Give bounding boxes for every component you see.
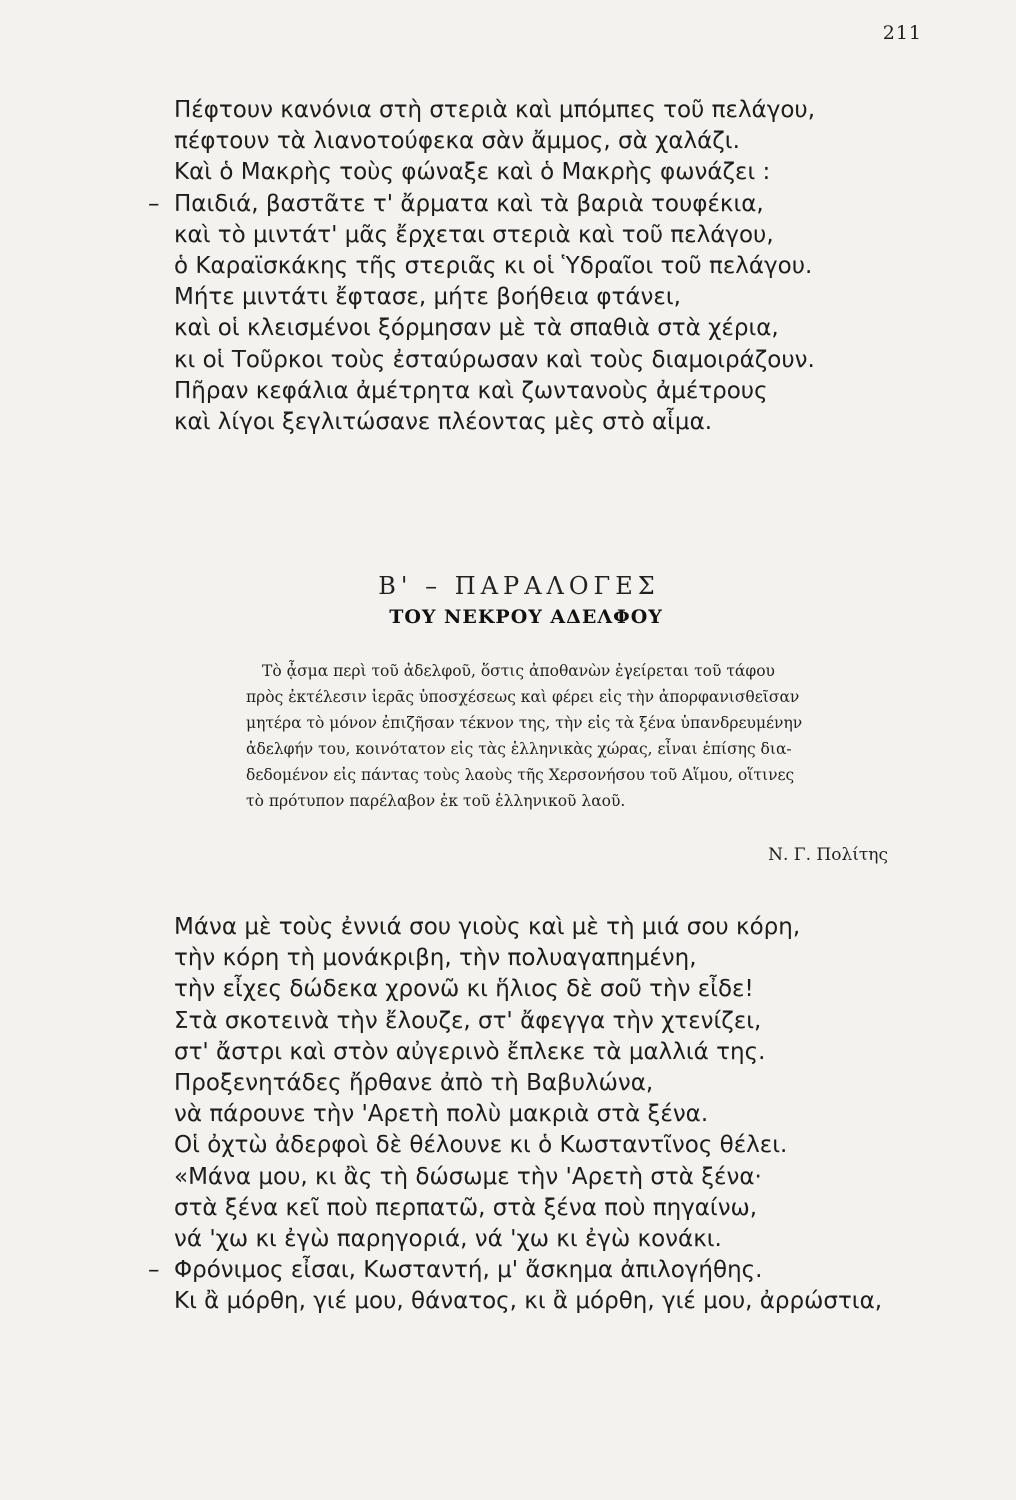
verse-line-dialogue: – Φρόνιμος εἶσαι, Κωσταντή, μ' ἄσκημα ἀπιλογήθης. bbox=[148, 1255, 882, 1286]
verse-line: Καὶ ὁ Μακρὴς τοὺς φώναξε καὶ ὁ Μακρὴς φωνάζει : bbox=[174, 159, 771, 186]
poem-top-stanza bbox=[148, 95, 816, 438]
verse-line: Κι ἂ μόρθη, γιέ μου, θάνατος, κι ἂ μόρθη, γιέ μου, ἀρρώστια, bbox=[174, 1288, 883, 1315]
note-line: ἀδελφήν του, κοινότατον εἰς τὰς ἑλληνικὰς χώρας, εἶναι ἐπίσης δια- bbox=[246, 740, 792, 758]
dialogue-dash: – bbox=[148, 190, 160, 217]
verse-line: Στὰ σκοτεινὰ τὴν ἔλουζε, στ' ἄφεγγα τὴν χτενίζει, bbox=[174, 1007, 762, 1034]
verse-line: νά 'χω κι ἐγὼ παρηγοριά, νά 'χω κι ἐγὼ κονάκι. bbox=[174, 1226, 722, 1253]
note-line: μητέρα τὸ μόνον ἐπιζῆσαν τέκνον της, τὴν εἰς τὰ ξένα ὑπανδρευμένην bbox=[246, 714, 803, 732]
verse-line: στ' ἄστρι καὶ στὸν αὐγερινὸ ἔπλεκε τὰ μαλλιά της. bbox=[174, 1038, 766, 1065]
editorial-note bbox=[246, 658, 936, 814]
section-heading: Β' – ΠΑΡΑΛΟΓΕΣ bbox=[378, 572, 660, 600]
verse-line: «Μάνα μου, κι ἂς τὴ δώσωμε τὴν 'Αρετὴ στὰ ξένα· bbox=[174, 1163, 762, 1190]
verse-line: καὶ λίγοι ξεγλιτώσανε πλέοντας μὲς στὸ αἷμα. bbox=[174, 409, 713, 436]
note-line: τὸ πρότυπον παρέλαβον ἐκ τοῦ ἑλληνικοῦ λαοῦ. bbox=[246, 792, 626, 810]
verse-line: ὁ Καραϊσκάκης τῆς στεριᾶς κι οἱ Ὑδραῖοι τοῦ πελάγου. bbox=[174, 253, 813, 280]
verse-line: Πῆραν κεφάλια ἀμέτρητα καὶ ζωντανοὺς ἀμέτρους bbox=[174, 377, 768, 404]
page-number: 211 bbox=[882, 22, 922, 44]
note-line: Τὸ ᾆσμα περὶ τοῦ ἀδελφοῦ, ὅστις ἀποθανὼν ἐγείρεται τοῦ τάφου bbox=[262, 662, 775, 680]
verse-line: τὴν κόρη τὴ μονάκριβη, τὴν πολυαγαπημένη, bbox=[174, 945, 697, 972]
verse-line: καὶ τὸ μιντάτ' μᾶς ἔρχεται στεριὰ καὶ τοῦ πελάγου, bbox=[174, 221, 774, 248]
verse-line: κι οἱ Τοῦρκοι τοὺς ἐσταύρωσαν καὶ τοὺς διαμοιράζουν. bbox=[174, 346, 815, 373]
verse-line: στὰ ξένα κεῖ ποὺ περπατῶ, στὰ ξένα ποὺ πηγαίνω, bbox=[174, 1194, 758, 1221]
verse-line: Μήτε μιντάτι ἔφτασε, μήτε βοήθεια φτάνει, bbox=[174, 284, 681, 311]
verse-line: καὶ οἱ κλεισμένοι ξόρμησαν μὲ τὰ σπαθιὰ στὰ χέρια, bbox=[174, 315, 779, 342]
dialogue-dash: – bbox=[148, 1257, 160, 1284]
verse-line: Οἱ ὀχτὼ ἀδερφοὶ δὲ θέλουνε κι ὁ Κωσταντῖνος θέλει. bbox=[174, 1132, 788, 1159]
verse-line: Πέφτουν κανόνια στὴ στεριὰ καὶ μπόμπες τοῦ πελάγου, bbox=[174, 97, 816, 123]
verse-line: πέφτουν τὰ λιανοτούφεκα σὰν ἄμμος, σὰ χαλάζι. bbox=[174, 128, 740, 155]
verse-line: Μάνα μὲ τοὺς ἐννιά σου γιοὺς καὶ μὲ τὴ μιά σου κόρη, bbox=[174, 914, 801, 940]
verse-line: τὴν εἶχες δώδεκα χρονῶ κι ἥλιος δὲ σοῦ τὴν εἶδε! bbox=[174, 976, 754, 1003]
verse-line-dialogue: – Παιδιά, βαστᾶτε τ' ἄρματα καὶ τὰ βαριὰ τουφέκια, bbox=[148, 189, 815, 220]
note-line: πρὸς ἐκτέλεσιν ἱερᾶς ὑποσχέσεως καὶ φέρει εἰς τὴν ἀπορφανισθεῖσαν bbox=[246, 688, 800, 706]
verse-line: νὰ πάρουνε τὴν 'Αρετὴ πολὺ μακριὰ στὰ ξένα. bbox=[174, 1101, 709, 1128]
section-subtitle: ΤΟΥ ΝΕΚΡΟΥ ΑΔΕΛΦΟΥ bbox=[389, 606, 663, 628]
note-line: δεδομένον εἰς πάντας τοὺς λαοὺς τῆς Χερσονήσου τοῦ Αἵμου, οἵτινες bbox=[246, 766, 795, 784]
verse-line: Προξενητάδες ἤρθανε ἀπὸ τὴ Βαβυλώνα, bbox=[174, 1070, 654, 1097]
note-signature: Ν. Γ. Πολίτης bbox=[768, 845, 888, 865]
poem-bottom-stanza bbox=[148, 912, 883, 1318]
